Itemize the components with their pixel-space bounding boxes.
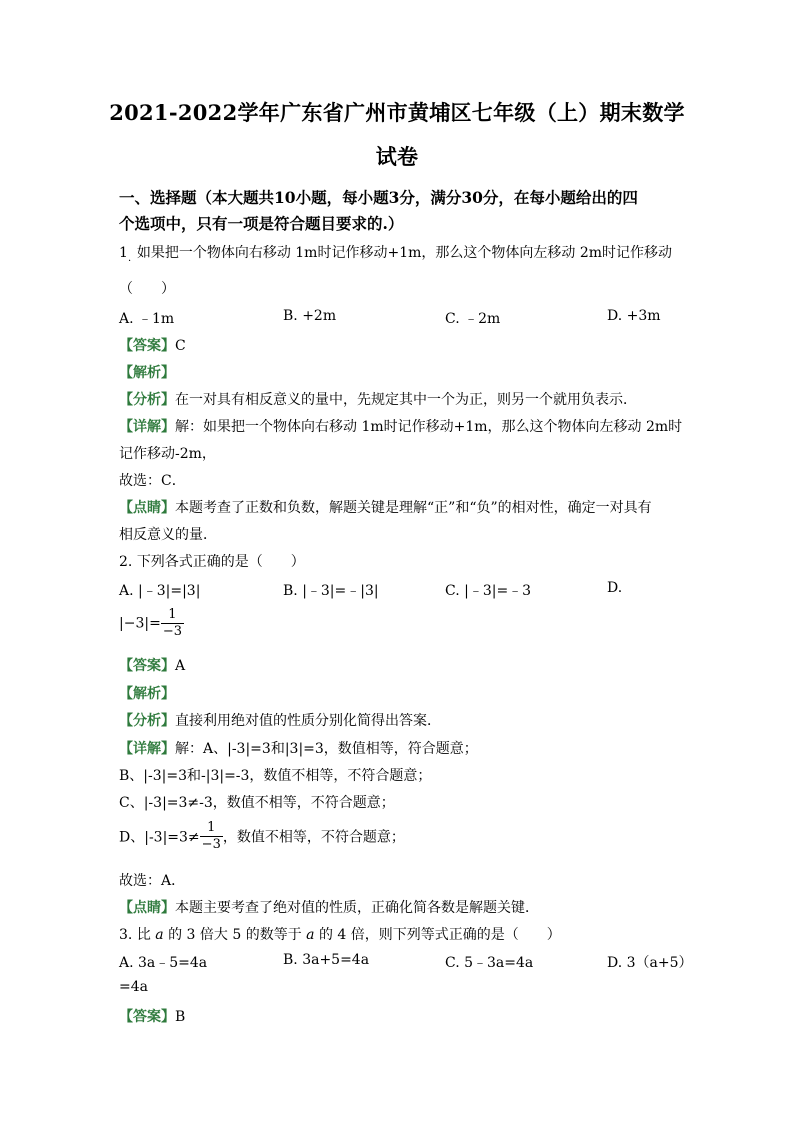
q1-number: 1 <box>119 245 128 261</box>
q2-option-c: C. |﹣3|=﹣3 <box>445 583 532 599</box>
q1-detail-line2: 记作移动-2m， <box>119 446 216 462</box>
q2-option-b: B. |﹣3|=﹣|3| <box>283 583 379 599</box>
q2-detail-a: 【详解】解：A、|-3|=3和|3|=3，数值相等，符合题意； <box>119 741 478 757</box>
q2-number: 2. <box>119 554 133 570</box>
q2-line-b: B、|-3|=3和-|3|=-3，数值不相等，不符合题意； <box>119 768 432 784</box>
q1-number-dot: · <box>128 256 132 267</box>
q1-dianjing-line2: 相反意义的量． <box>119 527 217 543</box>
q1-answer-value: C <box>175 338 186 354</box>
fraction: $\frac{1}{-3}$ <box>201 820 221 852</box>
q1-fenxi: 【分析】在一对具有相反意义的量中，先规定其中一个为正，则另一个就用负表示． <box>119 392 637 408</box>
section-heading-line2: 个选项中，只有一项是符合题目要求的.） <box>119 214 404 233</box>
q3-option-d-cont: =4a <box>119 979 148 995</box>
answer-tag: 【答案】 <box>119 338 175 354</box>
q3-answer: 【答案】B <box>119 1009 186 1025</box>
doc-title-line2: 试卷 <box>375 144 419 169</box>
q1-option-b: B. +2m <box>283 308 337 324</box>
doc-title-line1: 2021-2022学年广东省广州市黄埔区七年级（上）期末数学 <box>109 100 685 125</box>
q2-answer: 【答案】A <box>119 658 186 674</box>
q2-option-a: A. |﹣3|=|3| <box>119 583 201 599</box>
q2-line-c: C、|-3|=3≠-3，数值不相等，不符合题意； <box>119 795 395 811</box>
q2-fenxi: 【分析】直接利用绝对值的性质分别化简得出答案． <box>119 713 441 729</box>
q3-option-a: A. 3a﹣5=4a <box>119 955 208 971</box>
q3-option-c: C. 5﹣3a=4a <box>445 955 534 971</box>
q2-option-d-formula: |−3|= $\frac{1}{-3}$ <box>119 607 182 639</box>
q2-line-d: D、|-3|=3≠ $\frac{1}{-3}$ ，数值不相等，不符合题意； <box>119 820 405 852</box>
q2-choose: 故选：A． <box>119 873 186 889</box>
q2-option-d: D. <box>607 580 623 596</box>
q1-option-c: C. ﹣2m <box>445 311 501 327</box>
q1-dianjing-line1: 【点睛】本题考查了正数和负数，解题关键是理解“正”和“负”的相对性，确定一对具有 <box>119 500 652 516</box>
q3-number: 3. <box>119 927 133 943</box>
q1-analysis-tag: 【解析】 <box>119 365 175 381</box>
q1-stem-line2: （ ） <box>119 281 175 297</box>
q1-choose: 故选：C． <box>119 473 186 489</box>
fraction: $\frac{1}{-3}$ <box>162 607 182 639</box>
q1-option-a: A. ﹣1m <box>119 311 175 327</box>
q2-stem: 2. 下列各式正确的是（ ） <box>119 554 305 570</box>
q1-stem-text: 如果把一个物体向右移动 1m时记作移动+1m，那么这个物体向左移动 2m时记作移动 <box>136 245 673 261</box>
q1-detail-line1: 【详解】解：如果把一个物体向右移动 1m时记作移动+1m，那么这个物体向左移动 2m时 <box>119 419 683 435</box>
q3-option-b: B. 3a+5=4a <box>283 952 370 968</box>
q2-analysis-tag: 【解析】 <box>119 686 175 702</box>
section-heading-line1: 一、选择题（本大题共10小题，每小题3分，满分30分，在每小题给出的四 <box>119 188 638 207</box>
q1-stem-line1 <box>119 242 672 262</box>
q3-stem: 3. 比 a 的 3 倍大 5 的数等于 a 的 4 倍，则下列等式正确的是（ ） <box>119 927 561 943</box>
q1-answer <box>119 335 186 355</box>
q3-option-d: D. 3（a+5） <box>607 955 693 971</box>
q1-option-d: D. +3m <box>607 308 661 324</box>
q2-dianjing: 【点睛】本题主要考查了绝对值的性质，正确化简各数是解题关键． <box>119 900 539 916</box>
